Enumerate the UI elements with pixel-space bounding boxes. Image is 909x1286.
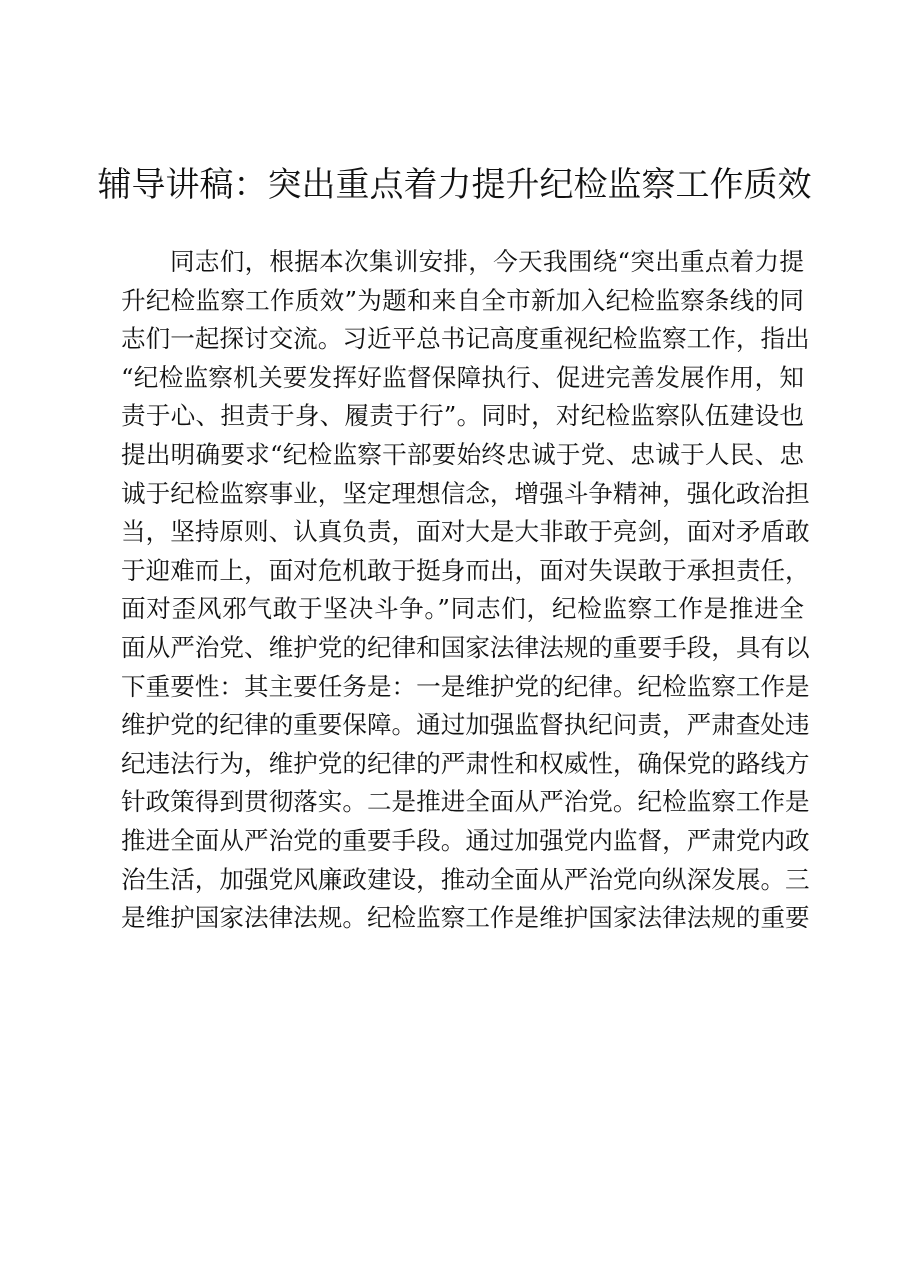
document-title: 辅导讲稿：突出重点着力提升纪检监察工作质效	[97, 165, 812, 205]
body-line: 维护党的纪律的重要保障。通过加强监督执纪问责，严肃查处违	[121, 710, 810, 740]
body-line: 责于心、担责于身、履责于行”。同时，对纪检监察队伍建设也	[121, 401, 804, 431]
body-line: 于迎难而上，面对危机敢于挺身而出，面对失误敢于承担责任，	[121, 555, 810, 585]
body-line: 诚于纪检监察事业，坚定理想信念，增强斗争精神，强化政治担	[121, 478, 810, 508]
body-line: 治生活，加强党风廉政建设，推动全面从严治党向纵深发展。三	[121, 864, 810, 894]
body-line: 面对歪风邪气敢于坚决斗争。”同志们，纪检监察工作是推进全	[121, 594, 804, 624]
body-line: 下重要性：其主要任务是：一是维护党的纪律。纪检监察工作是	[121, 671, 810, 701]
body-line: 提出明确要求“纪检监察干部要始终忠诚于党、忠诚于人民、忠	[121, 439, 804, 469]
body-line: 针政策得到贯彻落实。二是推进全面从严治党。纪检监察工作是	[121, 787, 810, 817]
body-line: 同志们，根据本次集训安排，今天我围绕“突出重点着力提	[170, 247, 804, 276]
body-line: 面从严治党、维护党的纪律和国家法律法规的重要手段，具有以	[121, 632, 810, 662]
body-line: 是维护国家法律法规。纪检监察工作是维护国家法律法规的重要	[121, 903, 810, 933]
body-line: 推进全面从严治党的重要手段。通过加强党内监督，严肃党内政	[121, 825, 810, 855]
body-line: 当，坚持原则、认真负责，面对大是大非敢于亮剑，面对矛盾敢	[121, 517, 810, 547]
body-line: 志们一起探讨交流。习近平总书记高度重视纪检监察工作，指出	[121, 324, 810, 354]
body-line: 纪违法行为，维护党的纪律的严肃性和权威性，确保党的路线方	[121, 748, 810, 778]
body-line: 升纪检监察工作质效”为题和来自全市新加入纪检监察条线的同	[121, 285, 804, 315]
document-body	[121, 243, 810, 938]
body-line: “纪检监察机关要发挥好监督保障执行、促进完善发展作用，知	[121, 362, 804, 392]
